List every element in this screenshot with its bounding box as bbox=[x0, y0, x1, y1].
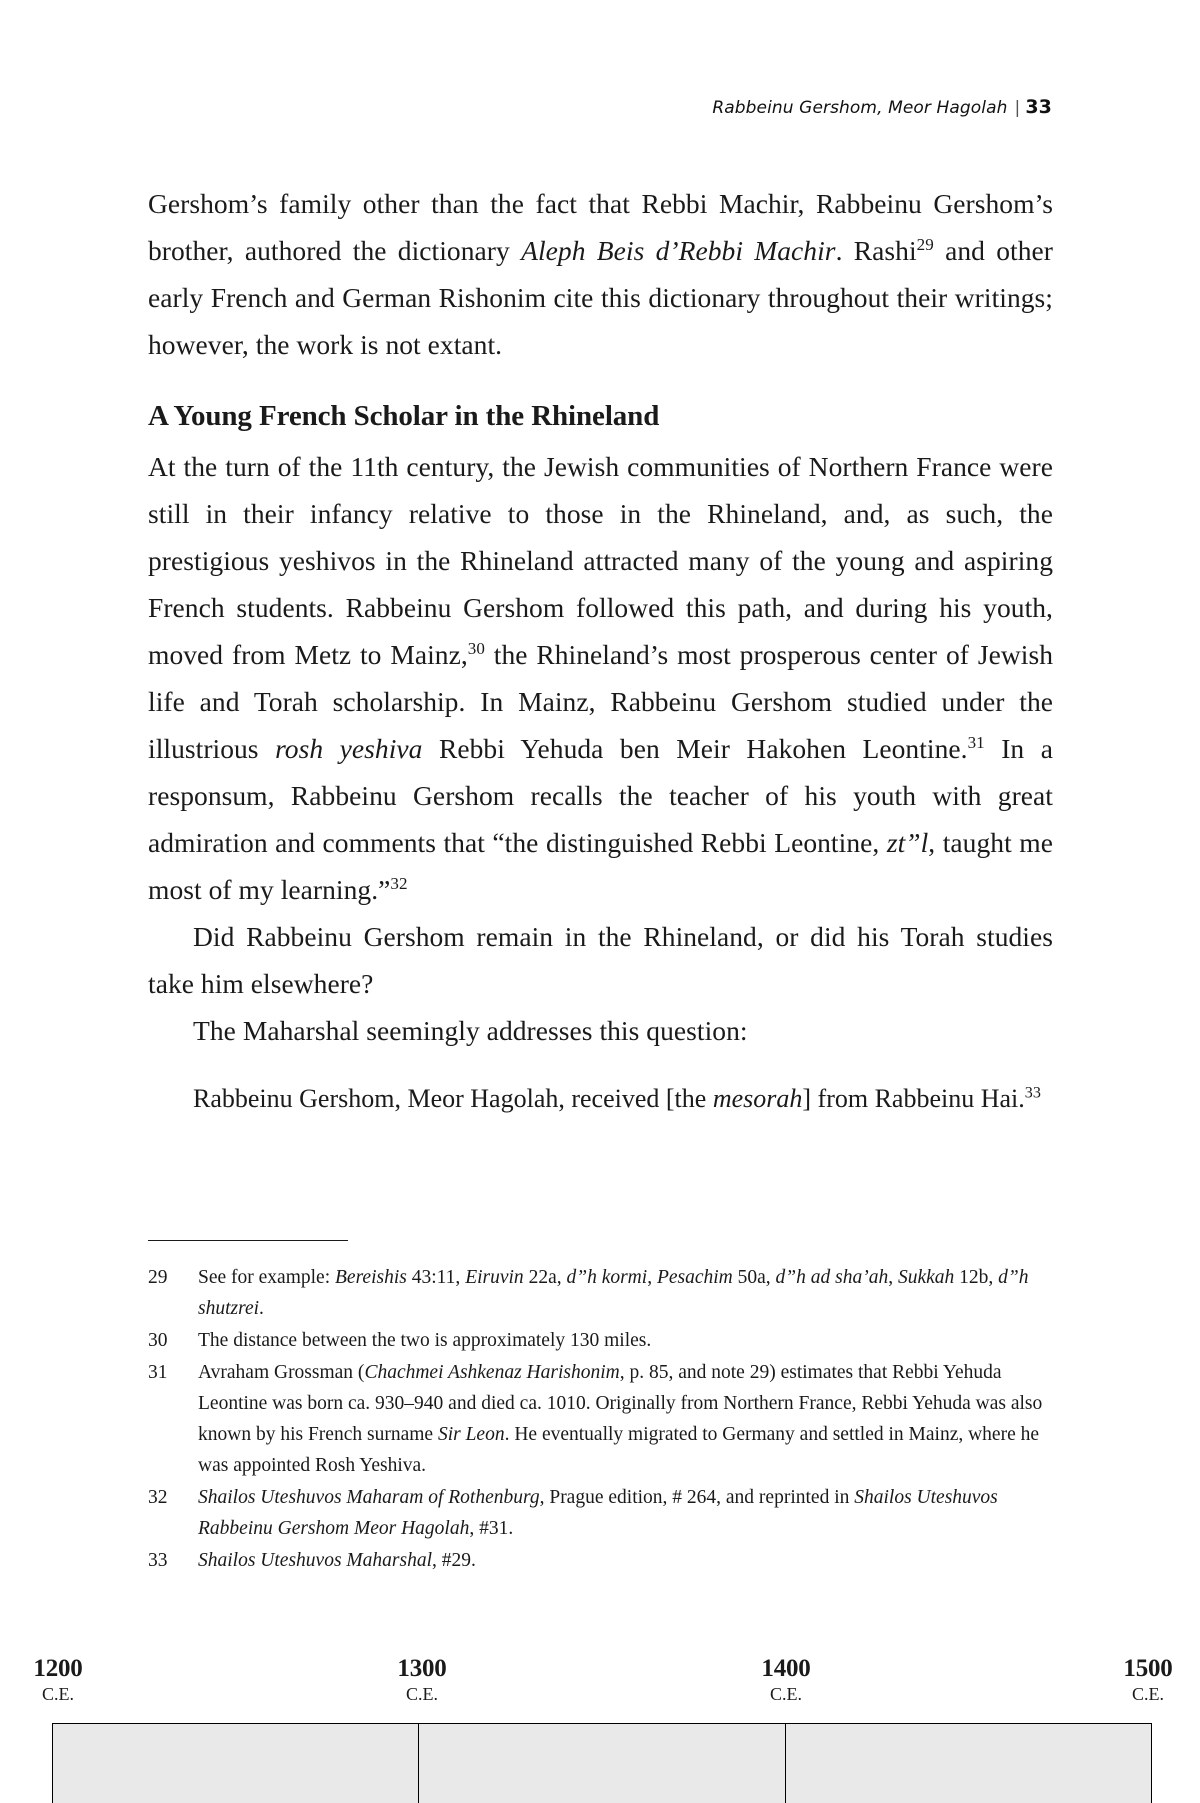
footnote-italic-segment: Shailos Uteshuvos Maharshal bbox=[198, 1550, 432, 1571]
timeline-era: C.E. bbox=[1131, 1684, 1165, 1704]
footnote-text bbox=[198, 1545, 1053, 1576]
footnote-segment: , #31. bbox=[469, 1518, 514, 1539]
footnote-item bbox=[148, 1262, 1053, 1324]
footnote-item bbox=[148, 1482, 1053, 1544]
footnote-ref-31[interactable]: 31 bbox=[967, 732, 985, 752]
footnote-number: 31 bbox=[148, 1362, 168, 1383]
footnote-italic-segment: Sukkah bbox=[897, 1267, 955, 1288]
footnote-segment: , #29. bbox=[432, 1550, 476, 1571]
para2-text-b: the Rhineland’s most prosperous center of Jewish life and Torah scholarship. In Mainz, Rabbeinu Gershom studied under the illustrious bbox=[148, 639, 1053, 764]
footnote-segment: 22a, bbox=[523, 1267, 567, 1288]
timeline-year: 1400 bbox=[761, 1655, 811, 1682]
para1-text-c: and other early French and German Rishonim cite this dictionary throughout their writings; however, the work is not extant. bbox=[148, 235, 1053, 360]
footnote-number: 29 bbox=[148, 1267, 168, 1288]
page-number: 33 bbox=[1025, 96, 1052, 118]
para1-text-b: . Rashi bbox=[835, 235, 917, 266]
timeline-mark bbox=[1123, 1655, 1172, 1705]
footnote-segment: , p. 85, and note 29) estimates that Rebbi Yehuda Leontine was born ca. 930–940 and died ca. 1010. Originally from Northern France, Rebbi Yehuda was also known by his French surname bbox=[198, 1362, 1043, 1445]
timeline-era: C.E. bbox=[41, 1684, 75, 1704]
timeline-labels bbox=[0, 1655, 1200, 1717]
footnote-number: 32 bbox=[148, 1487, 168, 1508]
footnote-segment: , bbox=[647, 1267, 657, 1288]
footnote-italic-segment: d”h shutzrei bbox=[198, 1267, 1029, 1319]
para1-text-a: Gershom’s family other than the fact that Rebbi Machir, Rabbeinu Gershom’s brother, authored the dictionary bbox=[148, 188, 1053, 266]
body-column bbox=[148, 180, 1053, 1122]
footnote-segment: . bbox=[259, 1298, 264, 1319]
footnote-italic-segment: Chachmei Ashkenaz Harishonim bbox=[364, 1362, 620, 1383]
footnote-ref-32[interactable]: 32 bbox=[390, 873, 408, 893]
footnote-ref-33[interactable]: 33 bbox=[1024, 1084, 1041, 1102]
timeline-era: C.E. bbox=[405, 1684, 439, 1704]
footnote-text bbox=[198, 1357, 1053, 1481]
paragraph-question: Did Rabbeinu Gershom remain in the Rhineland, or did his Torah studies take him elsewhere? bbox=[148, 921, 1053, 999]
timeline-bar bbox=[52, 1723, 1152, 1803]
timeline-year: 1500 bbox=[1123, 1655, 1173, 1682]
footnote-segment: , Prague edition, # 264, and reprinted in bbox=[539, 1487, 855, 1508]
footnote-segment: See for example: bbox=[198, 1267, 335, 1288]
footnote-text bbox=[198, 1325, 1053, 1356]
para2-italic-rosh-yeshiva: rosh yeshiva bbox=[275, 733, 423, 764]
timeline-year: 1300 bbox=[397, 1655, 447, 1682]
footnote-number: 33 bbox=[148, 1550, 168, 1571]
timeline-segment bbox=[53, 1724, 419, 1803]
quote-text-a: Rabbeinu Gershom, Meor Hagolah, received [the bbox=[193, 1084, 713, 1113]
timeline bbox=[0, 1655, 1200, 1800]
timeline-mark bbox=[33, 1655, 82, 1705]
timeline-segment bbox=[419, 1724, 785, 1803]
footnote-separator-rule bbox=[148, 1240, 348, 1241]
timeline-mark bbox=[397, 1655, 446, 1705]
para2-text-e: , taught me most of my learning.” bbox=[148, 827, 1053, 905]
footnote-italic-segment: d”h ad sha’ah bbox=[775, 1267, 889, 1288]
footnote-italic-segment: Pesachim bbox=[656, 1267, 733, 1288]
para2-italic-ztl: zt”l bbox=[886, 827, 929, 858]
para2-text-c: Rebbi Yehuda ben Meir Hakohen Leontine. bbox=[422, 733, 968, 764]
footnote-ref-30[interactable]: 30 bbox=[467, 638, 485, 658]
block-quote bbox=[148, 1076, 1053, 1122]
footnote-italic-segment: d”h kormi bbox=[566, 1267, 648, 1288]
running-head-title: Rabbeinu Gershom, Meor Hagolah bbox=[712, 98, 1008, 118]
para2-text-d: In a responsum, Rabbeinu Gershom recalls the teacher of his youth with great admiration and comments that “the distinguished Rebbi Leontine, bbox=[148, 733, 1053, 858]
footnote-segment: 43:11, bbox=[406, 1267, 466, 1288]
footnote-ref-29[interactable]: 29 bbox=[916, 234, 934, 254]
footnote-segment: Avraham Grossman ( bbox=[198, 1362, 365, 1383]
footnote-item bbox=[148, 1325, 1053, 1356]
timeline-mark bbox=[761, 1655, 810, 1705]
section-heading: A Young French Scholar in the Rhineland bbox=[148, 400, 660, 432]
paragraph-continuation bbox=[148, 180, 1053, 368]
timeline-era: C.E. bbox=[769, 1684, 803, 1704]
para2-text-a: At the turn of the 11th century, the Jewish communities of Northern France were still in their infancy relative to those in the Rhineland, and, as such, the prestigious yeshivos in the Rhineland attracted many of the young and aspiring French students. Rabbeinu Gershom followed this path, and during his youth, moved from Metz to Mainz, bbox=[148, 451, 1053, 670]
footnote-segment: The distance between the two is approximately 130 miles. bbox=[198, 1330, 652, 1351]
running-head-separator: | bbox=[1014, 98, 1021, 118]
footnotes-list bbox=[148, 1262, 1053, 1577]
footnote-number: 30 bbox=[148, 1330, 168, 1351]
footnote-item bbox=[148, 1357, 1053, 1481]
para1-book-title: Aleph Beis d’Rebbi Machir bbox=[521, 235, 836, 266]
quote-italic-mesorah: mesorah bbox=[712, 1084, 803, 1113]
footnote-italic-segment: Shailos Uteshuvos Rabbeinu Gershom Meor Hagolah bbox=[198, 1487, 998, 1539]
footnote-italic-segment: Sir Leon bbox=[437, 1424, 505, 1445]
quote-text-b: ] from Rabbeinu Hai. bbox=[802, 1084, 1025, 1113]
footnote-item bbox=[148, 1545, 1053, 1576]
footnote-text bbox=[198, 1262, 1053, 1324]
footnote-segment: 12b, bbox=[954, 1267, 999, 1288]
footnote-italic-segment: Bereishis bbox=[335, 1267, 407, 1288]
timeline-segment bbox=[786, 1724, 1151, 1803]
running-head bbox=[712, 96, 1052, 118]
footnote-italic-segment: Eiruvin bbox=[465, 1267, 524, 1288]
timeline-year: 1200 bbox=[33, 1655, 83, 1682]
footnote-segment: 50a, bbox=[732, 1267, 776, 1288]
paragraph-maharshal: The Maharshal seemingly addresses this question: bbox=[193, 1015, 748, 1046]
paragraph-rhineland bbox=[148, 443, 1053, 913]
footnote-segment: , bbox=[888, 1267, 898, 1288]
footnote-text bbox=[198, 1482, 1053, 1544]
footnote-segment: . He eventually migrated to Germany and settled in Mainz, where he was appointed Rosh Yeshiva. bbox=[198, 1424, 1040, 1476]
footnote-italic-segment: Shailos Uteshuvos Maharam of Rothenburg bbox=[198, 1487, 540, 1508]
